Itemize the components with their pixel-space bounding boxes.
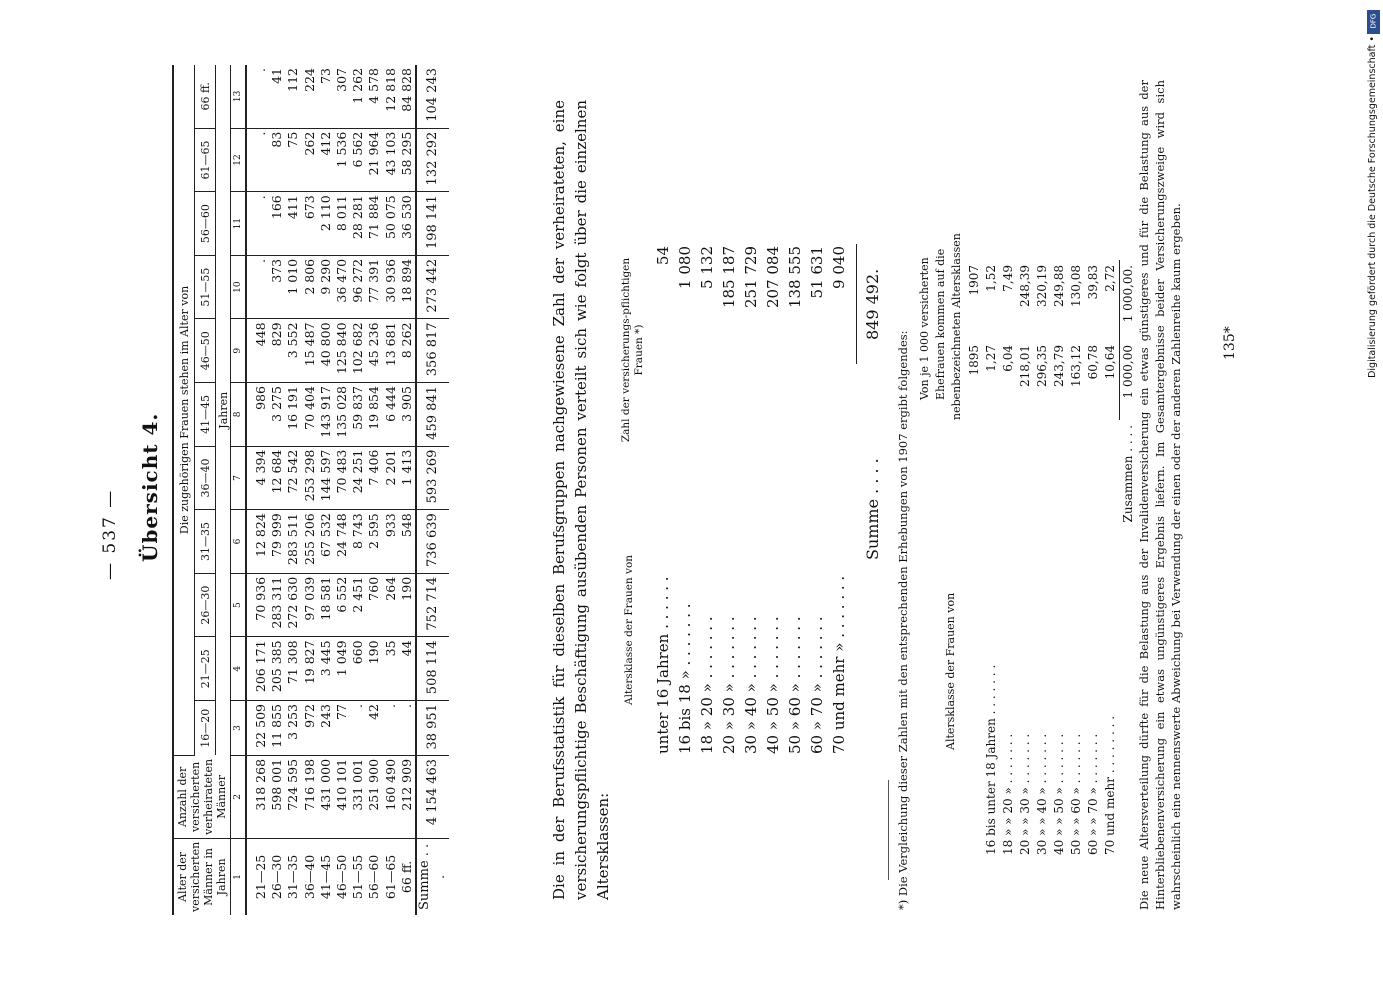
row-value: 2 595 <box>366 510 382 574</box>
row-count: 251 900 <box>366 755 382 838</box>
row-value: . <box>383 701 399 756</box>
row-value: 40 800 <box>318 319 334 383</box>
row-value: 673 <box>302 192 318 256</box>
statistics-table <box>172 65 449 915</box>
comparison-1907: 248,39 <box>1018 265 1032 307</box>
table-body <box>246 65 449 915</box>
distribution-label: 60 » 70 » . . . . . . . <box>808 616 826 754</box>
row-value: 30 936 <box>383 255 399 319</box>
row-value: 70 483 <box>334 446 350 510</box>
column-number: 12 <box>231 128 247 192</box>
digitization-credit <box>1366 10 1380 990</box>
row-age: 51—55 <box>350 854 366 900</box>
age-group-header: 51—55 <box>195 255 216 319</box>
comparison-row <box>1000 260 1017 860</box>
row-age: 31—35 <box>285 854 301 900</box>
footnote-sub-1: Von je 1 000 versicherten <box>918 257 931 400</box>
row-value: 3 275 <box>269 383 285 447</box>
distribution-label: 20 » 30 » . . . . . . . <box>720 616 738 754</box>
row-count: 431 000 <box>318 755 334 838</box>
row-value: 135 028 <box>334 383 350 447</box>
table-row <box>318 65 334 915</box>
row-value: 1 049 <box>334 637 350 701</box>
row-value: 24 251 <box>350 446 366 510</box>
row-value: 262 <box>302 128 318 192</box>
row-value: 166 <box>269 192 285 256</box>
row-value: 3 552 <box>285 319 301 383</box>
row-value: 190 <box>366 637 382 701</box>
footnote-closing: Die neue Altersverteilung dürfte für die Belastung aus der Invalidenversicherung ein etwas günstigeres und für die Belastung aus der Hinterbliebenenversicherung ein etwas ungünstigeres Ergebnis liefern. Im Gesamtergebnisse beider Versicherungszweige wird sich wahrscheinlich eine nennenswerte Abweichung bei Verwendung der einen oder der anderen Zahlenreihe kaum ergeben. <box>1137 80 1183 910</box>
comparison-row <box>1051 260 1068 860</box>
row-value: 35 <box>383 637 399 701</box>
row-value: 272 630 <box>285 573 301 637</box>
row-value: 11 855 <box>269 701 285 756</box>
row-value: 41 <box>269 65 285 128</box>
row-value: . <box>246 65 269 128</box>
comparison-label: 70 und mehr . . . . . . . . <box>1103 715 1118 855</box>
comparison-1895: 163,12 <box>1069 345 1083 387</box>
row-value: 58 295 <box>399 128 416 192</box>
row-value: 67 532 <box>318 510 334 574</box>
sum-value: 508 114 <box>416 637 449 701</box>
row-value: 77 <box>334 701 350 756</box>
column-number: 11 <box>231 192 247 256</box>
page-title: Übersicht 4. <box>138 412 162 562</box>
row-value: 79 999 <box>269 510 285 574</box>
row-value: 12 684 <box>269 446 285 510</box>
distribution-label: 18 » 20 » . . . . . . . <box>698 616 716 754</box>
distribution-sum-value: 849 492. <box>863 268 882 340</box>
row-value: 22 509 <box>246 701 269 756</box>
row-value: 6 552 <box>334 573 350 637</box>
table-row <box>334 65 350 915</box>
comparison-row <box>1085 260 1102 860</box>
distribution-row <box>696 240 718 760</box>
table-row <box>269 65 285 915</box>
distribution-row <box>784 240 806 760</box>
row-age: 56—60 <box>366 854 382 900</box>
row-value: 2 806 <box>302 255 318 319</box>
row-value: 112 <box>285 65 301 128</box>
table-row <box>383 65 399 915</box>
comparison-table <box>966 260 1137 860</box>
row-value: 125 840 <box>334 319 350 383</box>
footnote-rule <box>888 780 889 880</box>
distribution-value: 207 084 <box>764 246 782 309</box>
distribution-row <box>828 240 850 760</box>
row-value: 70 404 <box>302 383 318 447</box>
row-value: 2 110 <box>318 192 334 256</box>
sum-value: 459 841 <box>416 383 449 447</box>
comparison-1907: 7,49 <box>1001 265 1015 292</box>
header-unit: Jahren <box>216 65 231 755</box>
footnote-left-header: Altersklasse der Frauen von <box>944 592 957 750</box>
distribution-value: 54 <box>654 246 672 266</box>
age-group-header: 56—60 <box>195 192 216 256</box>
column-number: 7 <box>231 446 247 510</box>
row-value: 71 884 <box>366 192 382 256</box>
row-value: 36 470 <box>334 255 350 319</box>
row-value: 972 <box>302 701 318 756</box>
row-value: 44 <box>399 637 416 701</box>
row-age: 41—45 <box>317 854 333 900</box>
comparison-1907: 320,19 <box>1035 265 1049 307</box>
age-group-header: 36—40 <box>195 446 216 510</box>
distribution-label: 40 » 50 » . . . . . . . <box>764 616 782 754</box>
row-value: 73 <box>318 65 334 128</box>
row-value: 411 <box>285 192 301 256</box>
row-value: 2 451 <box>350 573 366 637</box>
row-value: 760 <box>366 573 382 637</box>
distribution-value: 185 187 <box>720 246 738 309</box>
comparison-sum-1895: 1 000,00 <box>1120 340 1138 420</box>
column-number: 3 <box>231 701 247 756</box>
distribution-value: 1 080 <box>676 246 694 289</box>
row-value: 12 824 <box>246 510 269 574</box>
footer-page-mark: 135* <box>1222 326 1238 360</box>
comparison-row <box>1102 260 1120 860</box>
row-value: 3 905 <box>399 383 416 447</box>
row-count: 716 198 <box>302 755 318 838</box>
row-value: 548 <box>399 510 416 574</box>
row-age: 26—30 <box>269 854 285 900</box>
row-value: 8 743 <box>350 510 366 574</box>
row-value: . <box>246 128 269 192</box>
distribution-label: 50 » 60 » . . . . . . . <box>786 616 804 754</box>
comparison-1907: 249,88 <box>1052 265 1066 307</box>
age-group-header: 21—25 <box>195 637 216 701</box>
distribution-row <box>718 240 740 760</box>
sum-value: 593 269 <box>416 446 449 510</box>
row-value: 102 682 <box>350 319 366 383</box>
paragraph-1: Die in der Berufsstatistik für dieselben Berufsgruppen nachgewiesene Zahl der verheirateten, eine versicherungspflichtige Beschäftigung ausübenden Personen verteilt sich wie folgt über die einzelnen Altersklassen: <box>550 100 612 900</box>
column-number: 2 <box>231 755 247 838</box>
comparison-row <box>1068 260 1085 860</box>
row-value: 72 542 <box>285 446 301 510</box>
header-age: Alter der versicherten Männer in Jahren <box>173 838 231 915</box>
distribution-row <box>762 240 784 760</box>
comparison-year: 1907 <box>967 265 981 296</box>
row-value: 307 <box>334 65 350 128</box>
row-value: 97 039 <box>302 573 318 637</box>
row-value: 1 413 <box>399 446 416 510</box>
row-value: 8 262 <box>399 319 416 383</box>
row-value: 4 578 <box>366 65 382 128</box>
column-number-row <box>231 65 247 915</box>
age-group-header: 16—20 <box>195 701 216 756</box>
row-value: 3 253 <box>285 701 301 756</box>
row-value: 206 171 <box>246 637 269 701</box>
row-value: 143 917 <box>318 383 334 447</box>
sum-value: 132 292 <box>416 128 449 192</box>
row-value: 42 <box>366 701 382 756</box>
row-value: 255 206 <box>302 510 318 574</box>
comparison-spacer <box>966 420 983 860</box>
column-number: 8 <box>231 383 247 447</box>
row-value: 448 <box>246 319 269 383</box>
row-value: 829 <box>269 319 285 383</box>
sum-label: Summe . . . <box>416 838 449 915</box>
comparison-label: 60 » » 70 » . . . . . . . <box>1086 733 1100 855</box>
comparison-1907: 2,72 <box>1103 265 1117 292</box>
distribution-label: 70 und mehr » . . . . . . . <box>830 575 848 754</box>
age-group-header: 66 ff. <box>195 65 216 128</box>
row-value: 6 562 <box>350 128 366 192</box>
row-value: 28 281 <box>350 192 366 256</box>
row-value: 71 308 <box>285 637 301 701</box>
distribution-row <box>652 240 674 760</box>
sum-value: 198 141 <box>416 192 449 256</box>
table-row <box>246 65 269 915</box>
row-value: 21 964 <box>366 128 382 192</box>
row-value: 205 385 <box>269 637 285 701</box>
table-row <box>366 65 382 915</box>
distribution-header-left: Altersklasse der Frauen von <box>623 554 635 705</box>
comparison-1907: 130,08 <box>1069 265 1083 307</box>
comparison-label: 18 » » 20 » . . . . . . . <box>1001 733 1015 855</box>
row-age: 61—65 <box>382 854 398 900</box>
dfg-logo: DFG <box>1367 10 1380 34</box>
distribution-row <box>740 240 762 760</box>
row-count: 598 001 <box>269 755 285 838</box>
comparison-year: 1895 <box>967 345 981 376</box>
row-value: 412 <box>318 128 334 192</box>
comparison-1907: 1,52 <box>984 265 998 292</box>
row-value: 264 <box>383 573 399 637</box>
distribution-label: 30 » 40 » . . . . . . . <box>742 616 760 754</box>
age-group-header: 26—30 <box>195 573 216 637</box>
distribution-header-right: Zahl der versicherungs-pflichtigen Frauen *) <box>620 257 645 443</box>
row-count: 331 001 <box>350 755 366 838</box>
footnote-sub-3: nebenbezeichneten Altersklassen <box>950 233 963 420</box>
row-value: 933 <box>383 510 399 574</box>
row-value: . <box>246 192 269 256</box>
row-value: 84 828 <box>399 65 416 128</box>
row-value: 3 445 <box>318 637 334 701</box>
distribution-value: 251 729 <box>742 246 760 309</box>
header-group: Die zugehörigen Frauen stehen im Alter von <box>173 65 195 755</box>
page-number: — 537 — <box>100 488 120 580</box>
row-count: 724 595 <box>285 755 301 838</box>
comparison-1895: 10,64 <box>1103 345 1117 380</box>
comparison-label: 20 » » 30 » . . . . . . . <box>1018 733 1032 855</box>
age-group-header: 61—65 <box>195 128 216 192</box>
footnote-sub-2: Ehefrauen kommen auf die <box>934 248 947 400</box>
sum-value: 104 243 <box>416 65 449 128</box>
row-value: 50 075 <box>383 192 399 256</box>
distribution-row <box>674 240 696 760</box>
comparison-1895: 60,78 <box>1086 345 1100 380</box>
row-value: 36 530 <box>399 192 416 256</box>
column-number: 6 <box>231 510 247 574</box>
row-value: . <box>399 701 416 756</box>
row-age: 36—40 <box>301 854 317 900</box>
table-row <box>350 65 366 915</box>
sum-value: 736 639 <box>416 510 449 574</box>
distribution-label: unter 16 Jahren . . . . . . <box>654 576 672 754</box>
row-value: 15 487 <box>302 319 318 383</box>
age-group-header: 46—50 <box>195 319 216 383</box>
header-count: Anzahl der versicherten verheirateten Männer <box>173 755 231 838</box>
row-value: 77 391 <box>366 255 382 319</box>
comparison-sum-1907: 1 000,00. <box>1120 260 1138 340</box>
table-row <box>302 65 318 915</box>
row-value: 660 <box>350 637 366 701</box>
column-number: 10 <box>231 255 247 319</box>
row-count: 212 909 <box>399 755 416 838</box>
comparison-1895: 1,27 <box>984 345 998 372</box>
digitization-credit-text: Digitalisierung gefördert durch die Deutsche Forschungsgemeinschaft • <box>1367 36 1378 378</box>
row-value: 190 <box>399 573 416 637</box>
distribution-table <box>652 240 850 760</box>
row-count: 160 490 <box>383 755 399 838</box>
row-value: 2 201 <box>383 446 399 510</box>
row-value: 283 311 <box>269 573 285 637</box>
row-age: 21—25 <box>253 854 269 900</box>
row-value: 70 936 <box>246 573 269 637</box>
row-value: 75 <box>285 128 301 192</box>
row-value: 373 <box>269 255 285 319</box>
row-value: 986 <box>246 383 269 447</box>
comparison-1907: 39,83 <box>1086 265 1100 300</box>
distribution-value: 51 631 <box>808 246 826 299</box>
comparison-row <box>1034 260 1051 860</box>
row-value: 18 581 <box>318 573 334 637</box>
comparison-label: 40 » » 50 » . . . . . . . <box>1052 733 1066 855</box>
row-value: 6 444 <box>383 383 399 447</box>
distribution-sum-line <box>856 244 857 364</box>
row-value: 19 854 <box>366 383 382 447</box>
column-number: 1 <box>231 838 247 915</box>
comparison-label: 16 bis unter 18 Jahren . . . . . . . <box>984 664 998 855</box>
row-value: 45 236 <box>366 319 382 383</box>
row-age: 46—50 <box>334 854 350 900</box>
age-group-header: 41—45 <box>195 383 216 447</box>
comparison-sum-label: Zusammen . . . . <box>1120 425 1135 523</box>
comparison-row <box>1017 260 1034 860</box>
sum-count: 4 154 463 <box>416 755 449 838</box>
sum-value: 273 442 <box>416 255 449 319</box>
row-value: 12 818 <box>383 65 399 128</box>
comparison-1895: 218,01 <box>1018 345 1032 387</box>
row-value: . <box>350 701 366 756</box>
row-count: 318 268 <box>246 755 269 838</box>
row-value: 19 827 <box>302 637 318 701</box>
row-value: 1 536 <box>334 128 350 192</box>
row-value: 224 <box>302 65 318 128</box>
comparison-year-row <box>966 260 983 860</box>
footnote-intro: *) Die Vergleichung dieser Zahlen mit den entsprechenden Erhebungen von 1907 ergibt folgendes: <box>896 330 910 910</box>
sum-value: 752 714 <box>416 573 449 637</box>
age-group-header: 31—35 <box>195 510 216 574</box>
sum-value: 38 951 <box>416 701 449 756</box>
row-value: 59 837 <box>350 383 366 447</box>
row-value: 1 010 <box>285 255 301 319</box>
table-row <box>285 65 301 915</box>
distribution-row <box>806 240 828 760</box>
row-value: . <box>246 255 269 319</box>
comparison-sum-row <box>1120 260 1138 860</box>
row-count: 410 101 <box>334 755 350 838</box>
table-sum-row <box>416 65 449 915</box>
row-value: 96 272 <box>350 255 366 319</box>
row-value: 1 262 <box>350 65 366 128</box>
row-value: 83 <box>269 128 285 192</box>
comparison-label: 30 » » 40 » . . . . . . . <box>1035 733 1049 855</box>
distribution-value: 5 132 <box>698 246 716 289</box>
column-number: 9 <box>231 319 247 383</box>
distribution-value: 9 040 <box>830 246 848 289</box>
row-value: 253 298 <box>302 446 318 510</box>
column-number: 4 <box>231 637 247 701</box>
row-value: 24 748 <box>334 510 350 574</box>
comparison-1895: 243,79 <box>1052 345 1066 387</box>
comparison-1895: 6,04 <box>1001 345 1015 372</box>
row-value: 144 597 <box>318 446 334 510</box>
row-value: 4 394 <box>246 446 269 510</box>
distribution-label: 16 bis 18 » . . . . . . . <box>676 603 694 754</box>
row-value: 18 894 <box>399 255 416 319</box>
row-value: 43 103 <box>383 128 399 192</box>
row-value: 243 <box>318 701 334 756</box>
table-row <box>399 65 416 915</box>
row-value: 8 011 <box>334 192 350 256</box>
row-value: 283 511 <box>285 510 301 574</box>
comparison-row <box>983 260 1000 860</box>
row-value: 13 681 <box>383 319 399 383</box>
row-value: 16 191 <box>285 383 301 447</box>
distribution-value: 138 555 <box>786 246 804 309</box>
column-number: 13 <box>231 65 247 128</box>
comparison-label: 50 » » 60 » . . . . . . . <box>1069 733 1083 855</box>
row-value: 7 406 <box>366 446 382 510</box>
column-number: 5 <box>231 573 247 637</box>
distribution-sum-label: Summe . . . . <box>863 458 882 560</box>
sum-value: 356 817 <box>416 319 449 383</box>
row-value: 9 290 <box>318 255 334 319</box>
comparison-1895: 296,35 <box>1035 345 1049 387</box>
row-age: 66 ff. <box>398 860 414 894</box>
